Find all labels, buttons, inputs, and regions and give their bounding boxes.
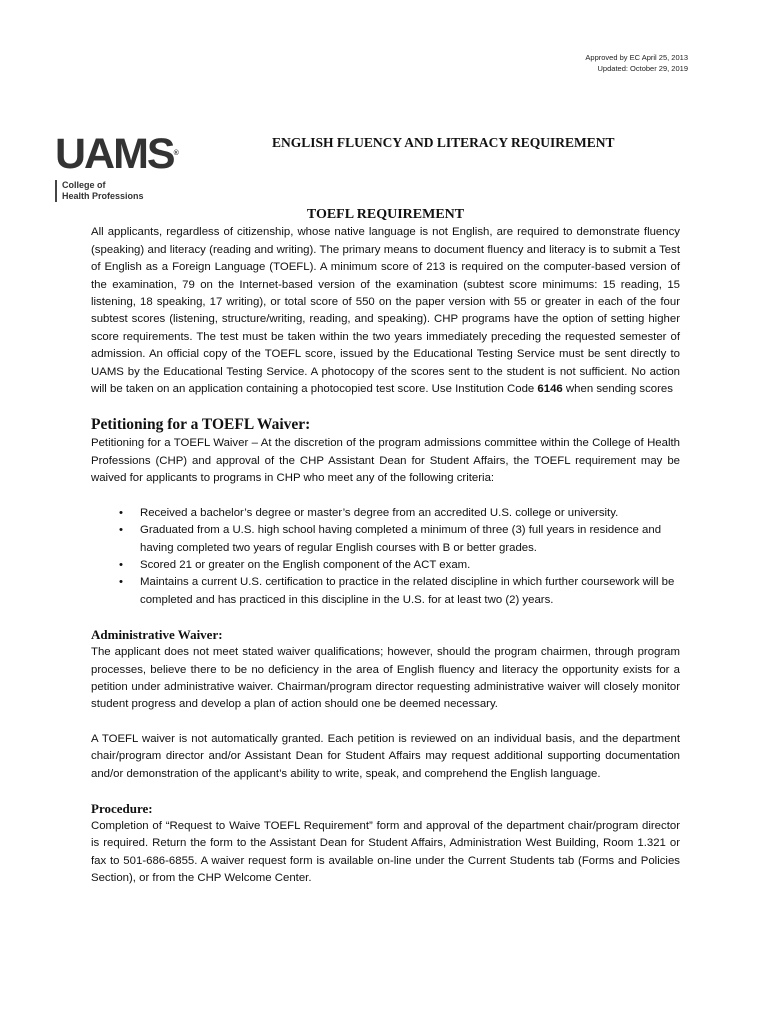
uams-logo [55, 130, 179, 202]
waiver-review-paragraph: A TOEFL waiver is not automatically granted. Each petition is reviewed on an individual basis, and the department chair/program director and/or Assistant Dean for Student Affairs may request additional supporting documentation and/or demonstration of the applicant’s ability to write, speak, and comprehend the English language. [91, 732, 680, 780]
admin-waiver-paragraph: The applicant does not meet stated waiver qualifications; however, should the program chairmen, through program processes, believe there to be no deficiency in the area of English fluency and literacy the opportunity exists for a petition under administrative waiver. Chairman/program director requesting administrative waiver will closely monitor student progress and develop a plan of action should one be deemed necessary. [91, 646, 680, 711]
list-item: • Maintains a current U.S. certification to practice in the related discipline in which further coursework will be completed and has practiced in this discipline in the U.S. for at least two (2) years. [140, 574, 680, 609]
petition-paragraph: Petitioning for a TOEFL Waiver – At the discretion of the program admissions committee within the College of Health Professions (CHP) and approval of the CHP Assistant Dean for Student Affairs, the TOEFL requirement may be waived for applicants to programs in CHP who meet any of the following criteria: [91, 437, 680, 485]
page-title: ENGLISH FLUENCY AND LITERACY REQUIREMENT [272, 135, 615, 150]
toefl-paragraph: All applicants, regardless of citizenship, whose native language is not English, are required to demonstrate fluency (speaking) and literacy (reading and writing). The primary means to document fluency and literacy is to submit a Test of English as a Foreign Language (TOEFL). A minimum score of 213 is required on the computer-based version of the examination, 79 on the Internet-based version of the examination (subtest score minimums: 15 reading, 15 listening, 18 speaking, 17 writing), or total score of 550 on the paper version with 55 or greater in each of the four subtest scores (listening, structure/writing, reading, and speaking). CHP programs have the option of setting higher score requirements. The test must be taken within the two years immediately preceding the requested semester of admission. An official copy of the TOEFL score, issued by the Educational Testing Service must be sent directly to UAMS by the Educational Testing Service. A photocopy of the scores sent to the student is not sufficient. No action will be taken on an application containing a photocopied test score. Use Institution Code 6146 when sending scores [91, 226, 680, 396]
institution-code: 6146 [537, 383, 563, 396]
updated-date: Updated: October 29, 2019 [597, 64, 688, 73]
admin-waiver-heading: Administrative Waiver: [91, 627, 223, 643]
toefl-heading: TOEFL REQUIREMENT [306, 207, 465, 222]
criteria-list [91, 505, 680, 609]
approval-date: Approved by EC April 25, 2013 [585, 53, 688, 62]
procedure-paragraph: Completion of “Request to Waive TOEFL Requirement” form and approval of the department chair/program director is required. Return the form to the Assistant Dean for Student Affairs, Administration West Building, Room 1.321 or fax to 501-686-6855. A waiver request form is available on-line under the Current Students tab (Forms and Policies Section), or from the CHP Welcome Center. [91, 819, 680, 885]
procedure-heading: Procedure: [91, 800, 153, 816]
list-item: • Scored 21 or greater on the English component of the ACT exam. [140, 557, 680, 574]
logo-wordmark: UAMS® [55, 130, 179, 178]
list-item: • Graduated from a U.S. high school having completed a minimum of three (3) full years in residence and having completed two years of regular English courses with B or better grades. [140, 522, 680, 557]
petition-heading: Petitioning for a TOEFL Waiver: [91, 416, 311, 434]
list-item: • Received a bachelor’s degree or master’s degree from an accredited U.S. college or university. [140, 505, 680, 522]
document-body [91, 206, 680, 888]
logo-college-name: College of Health Professions [55, 180, 179, 202]
approval-note [585, 52, 688, 74]
